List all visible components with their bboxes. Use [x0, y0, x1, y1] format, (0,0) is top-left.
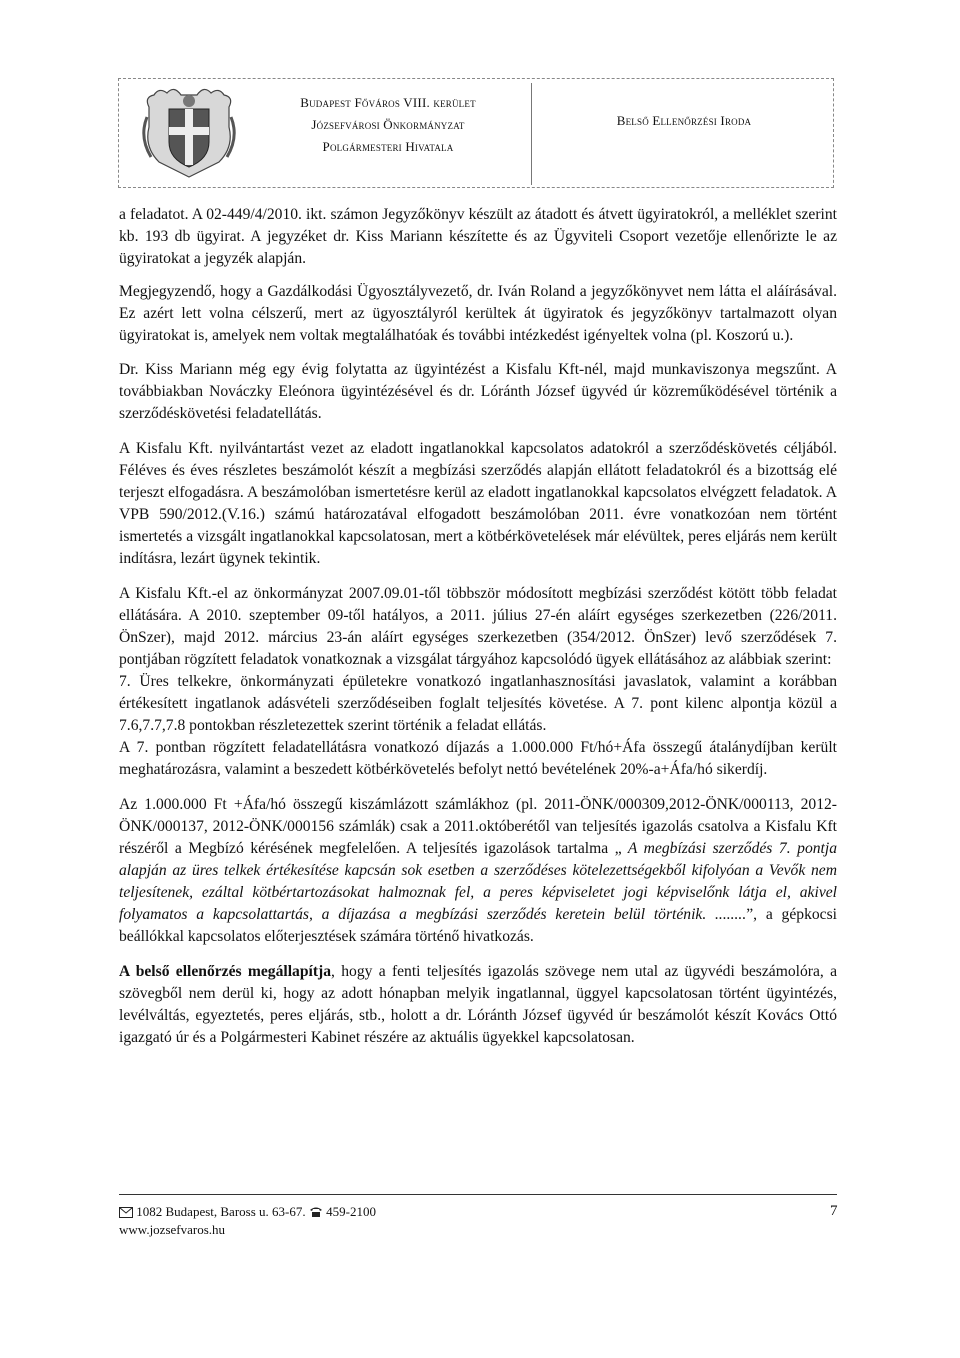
- paragraph-1: a feladatot. A 02-449/4/2010. ikt. számon Jegyzőkönyv készült az átadott és átvett ügyiratokról, a melléklet szerint kb. 193 db ügyirat. A jegyzéket dr. Kiss Mariann készítette és az Ügyviteli Csoport vezetője ellenőrizte le az ügyiratokat a jegyzék alapján.: [119, 206, 837, 267]
- finding-heading: A belső ellenőrzés megállapítja: [119, 963, 332, 980]
- paragraph-3: Dr. Kiss Mariann még egy évig folytatta az ügyintézést a Kisfalu Kft-nél, majd munkaviszonya megszűnt. A továbbiakban Nováczky Eleónora ügyintézésével és dr. Lóránth József ügyvéd úr közreműködésével történik a szerződéskövetési feladatellátás.: [119, 361, 837, 422]
- organization-name: [258, 92, 518, 158]
- header-divider: [531, 83, 532, 185]
- footer-phone: 459-2100: [326, 1204, 376, 1219]
- paragraph-8: [119, 794, 837, 948]
- paragraph-6: 7. Üres telkekre, önkormányzati épületekre vonatkozó ingatlanhasznosítási javaslatok, valamint a korábban értékesített ingatlanok adásvételi szerződéseiben foglalt teljesítés követése. A 7. pont kilenc alpontja közül a 7.6,7.7,7.8 pontokban részletezettek szerint történik a feladat ellátás.: [119, 673, 837, 734]
- letterhead: [118, 78, 834, 188]
- footer-website[interactable]: www.jozsefvaros.hu: [119, 1222, 226, 1237]
- paragraph-8-text: Az 1.000.000 Ft +Áfa/hó összegű kiszámlázott számlákhoz (pl. 2011-ÖNK/000309,2012-ÖNK/000113, 2012-ÖNK/000137, 2012-ÖNK/000156 számlák) csak a 2011.októberétől van teljesítés igazolás csatolva a Kisfalu Kft részéről a Megbízó kérésének megfelelően. A teljesítés igazolások tartalma „: [119, 796, 837, 857]
- document-body: [119, 204, 837, 1062]
- quoted-certificate-text: A megbízási szerződés 7. pontja alapján az üres telkek értékesítése kapcsán sok esetben a szerződéses kötelezettségekből kifolyóan a Vevők nem teljesítenek, ezáltal kötbértartozásokat halmoznak fel, a peres képviseletet jogi képviselőnk látja el, akivel folyamatos a kapcsolattartás, a díjazása a megbízási szerződés keretein belül történik. ........: [119, 840, 837, 923]
- department-name: Belső Ellenőrzési Iroda: [616, 113, 752, 128]
- paragraph-9: [119, 961, 837, 1049]
- paragraph-7: A 7. pontban rögzített feladatellátásra vonatkozó díjazás a 1.000.000 Ft/hó+Áfa összegű átalánydíjban került meghatározásra, valamint a beszedett kötbérkövetelés befolyt nettó bevételének 20%-a+Áfa/hó sikerdíj.: [119, 739, 837, 778]
- org-line-1: Budapest Főváros VIII. kerület: [300, 95, 476, 110]
- paragraph-4: A Kisfalu Kft. nyilvántartást vezet az eladott ingatlanokkal kapcsolatos adatokról a szerződéskövetés céljából. Féléves és éves részletes beszámolót készít a megbízási szerződés alapján ellátott feladatokról és a bizottság elé terjeszt elfogadásra. A beszámolóban ismertetésre kerül az eladott ingatlanokkal kapcsolatos elvégzett feladatok. A VPB 590/2012.(V.16.) számú határozatával elfogadott beszámolóban 2011. évre vonatkozóan nem történt ismertetés a vizsgált ingatlanokkal kapcsolatosan, mert a kötbérkövetelések már elévültek, peres eljárás nem került indításra, lezárt ügynek tekintik.: [119, 440, 837, 567]
- footer: [119, 1203, 376, 1239]
- org-line-2: Józsefvárosi Önkormányzat: [311, 117, 465, 132]
- footer-address-line: [119, 1203, 376, 1221]
- footer-address: 1082 Budapest, Baross u. 63-67.: [136, 1204, 306, 1219]
- paragraph-2: Megjegyzendő, hogy a Gazdálkodási Ügyosztályvezető, dr. Iván Roland a jegyzőkönyvet nem látta el aláírásával. Ez azért lett volna célszerű, mert az ügyosztályról kerültek át ügyiratok és jegyzőkönyv tartalmazott olyan ügyiratokat is, amelyek nem voltak megtalálhatóak és további intézkedést igényeltek volna (pl. Koszorú u.).: [119, 283, 837, 344]
- envelope-icon: [119, 1207, 133, 1218]
- paragraph-5: A Kisfalu Kft.-el az önkormányzat 2007.09.01-től többször módosított megbízási szerződést kötött több feladat ellátására. A 2010. szeptember 09-től hatályos, a 2011. július 27-én aláírt egységes szerkezetben (226/2011. ÖnSzer), majd 2012. március 23-án aláírt egységes szerkezetben (354/2012. ÖnSzer) levő szerződések 7. pontjában rögzített feladatok vonatkoznak a vizsgálat tárgyához kapcsolódó ügyek ellátásához az alábbiak szerint:: [119, 585, 837, 668]
- coat-of-arms-icon: [139, 87, 239, 179]
- page-number: 7: [830, 1203, 838, 1219]
- finding-text: , hogy a fenti teljesítés igazolás szövege nem utal az ügyvédi beszámolóra, a szövegből nem derül ki, hogy az adott hónapban melyik ingatlannal, üggyel kapcsolatosan történt ügyintézés, levélváltás, egyeztetés, peres eljárás, stb., holott a dr. Lóránth József ügyvéd úr beszámolót készít Kovács Ottó igazgató úr és a Polgármesteri Kabinet részére az aktuális ügyekkel kapcsolatosan.: [119, 963, 837, 1046]
- footer-rule: [119, 1194, 837, 1195]
- telephone-icon: [309, 1206, 323, 1218]
- paragraph-8-end: ”, a gépkocsi beállókkal kapcsolatos előterjesztések számára történő hivatkozás.: [119, 906, 837, 945]
- org-line-3: Polgármesteri Hivatala: [322, 139, 454, 154]
